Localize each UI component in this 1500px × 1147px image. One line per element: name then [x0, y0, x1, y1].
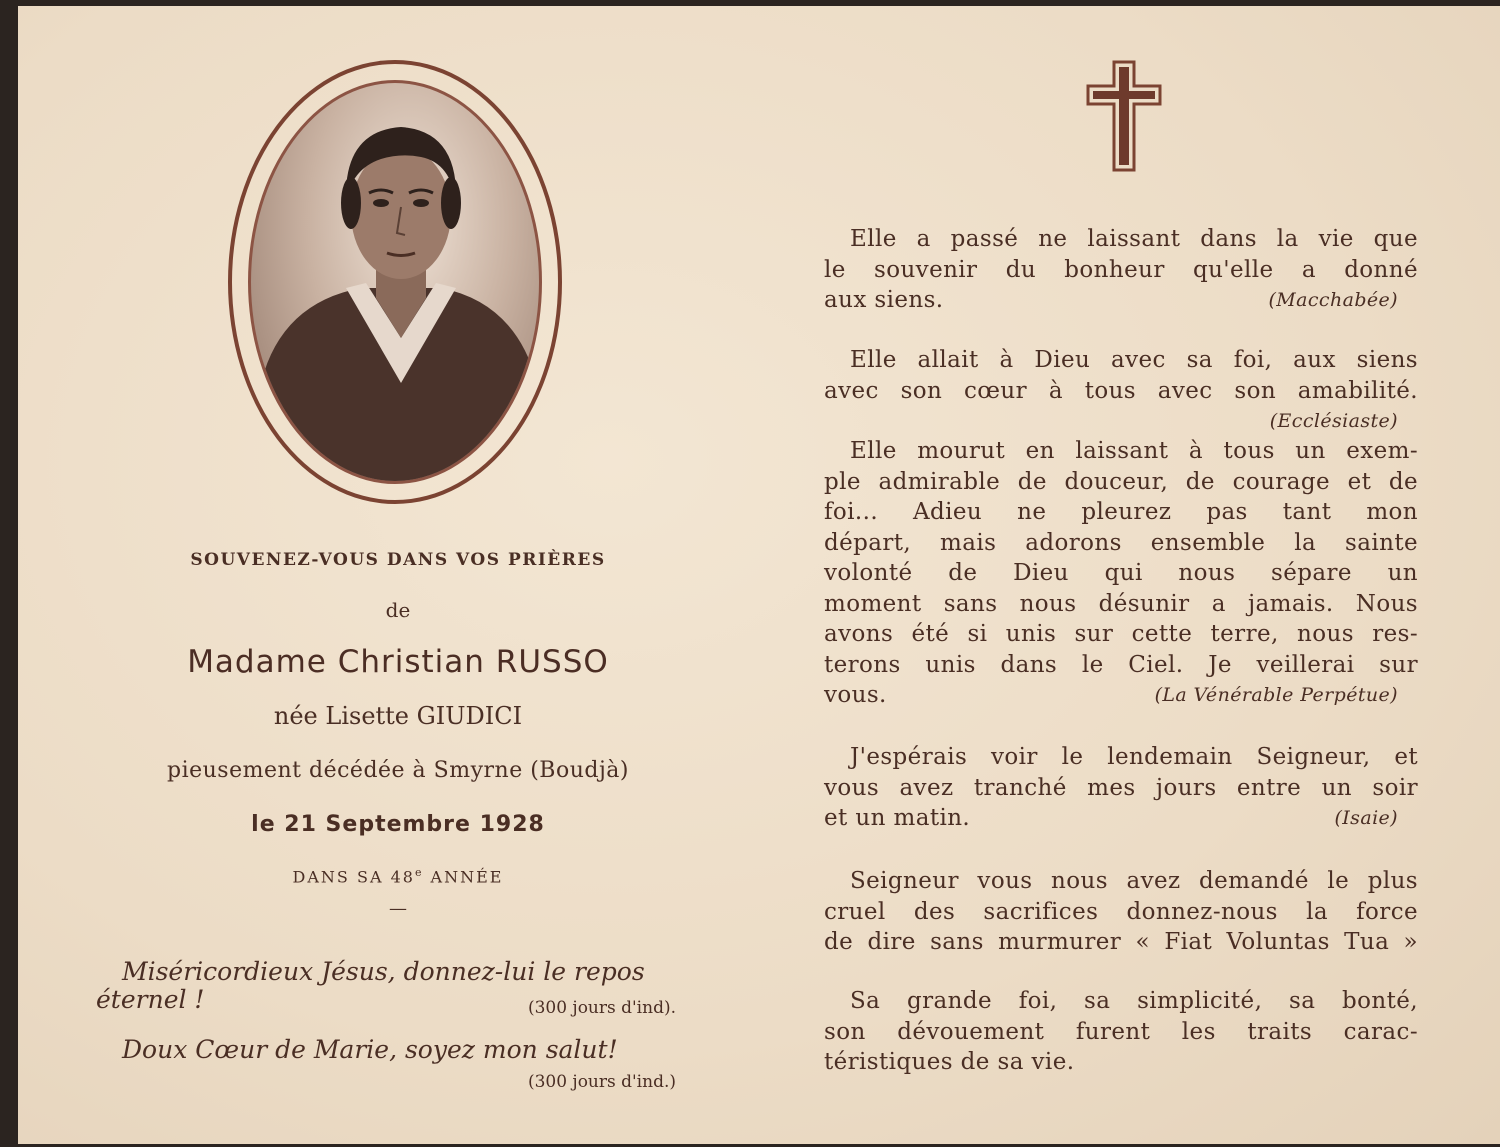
maiden-name: née Lisette GIUDICI: [273, 702, 523, 730]
portrait-frame: [228, 60, 562, 504]
verse-line: départ, mais adorons ensemble la sainte: [824, 529, 1418, 556]
death-date: le 21 Septembre 1928: [251, 812, 545, 837]
age-text: DANS SA 48e ANNÉE: [292, 866, 504, 887]
verse-line: aux siens. (Macchabée): [824, 285, 1418, 316]
de-text: de: [385, 598, 411, 622]
verse-source: (Macchabée): [1268, 289, 1398, 311]
verse-line: Seigneur vous nous avez demandé le plus: [850, 868, 1418, 894]
verse-line: de dire sans murmurer « Fiat Voluntas Tua »: [824, 929, 1418, 955]
cross-icon: [1086, 60, 1162, 172]
verse-line: Elle allait à Dieu avec sa foi, aux siens: [850, 347, 1418, 373]
prayer-1-line-2: éternel !: [96, 985, 205, 1014]
verse-line: et un matin. (Isaie): [824, 803, 1418, 834]
right-panel: [808, 6, 1428, 1144]
verse-line: moment sans nous désunir a jamais. Nous: [824, 590, 1418, 617]
verse-line: cruel des sacrifices donnez-nous la force: [824, 898, 1418, 925]
verse-4: [824, 742, 1418, 834]
verse-line: Elle mourut en laissant à tous un exem-: [850, 438, 1418, 464]
prayer-1: [96, 957, 696, 1018]
verse-line: terons unis dans le Ciel. Je veillerai sur: [824, 651, 1418, 678]
portrait-photo: [248, 80, 542, 484]
verse-source: (Isaie): [1334, 807, 1398, 829]
separator-dash: —: [389, 898, 407, 919]
verse-line: avec son cœur à tous avec son amabilité.: [824, 377, 1418, 404]
verse-line: volonté de Dieu qui nous sépare un: [824, 560, 1418, 586]
verse-line: vous. (La Vénérable Perpétue): [824, 680, 1418, 711]
left-panel: [18, 6, 778, 1144]
prayer-1-indulgence: (300 jours d'ind).: [527, 998, 676, 1018]
verse-6: [824, 986, 1418, 1078]
woman-portrait-image: [251, 83, 542, 484]
verse-source: (La Vénérable Perpétue): [1154, 684, 1398, 706]
prayer-2-indulgence: (300 jours d'ind.): [527, 1072, 676, 1092]
verse-5: [824, 866, 1418, 958]
deceased-name: Madame Christian RUSSO: [187, 644, 609, 680]
verse-line: téristiques de sa vie.: [824, 1049, 1075, 1075]
verse-line: Sa grande foi, sa simplicité, sa bonté,: [850, 988, 1418, 1014]
remembrance-heading: SOUVENEZ-VOUS DANS VOS PRIÈRES: [190, 550, 606, 570]
verse-line: vous avez tranché mes jours entre un soir: [824, 774, 1418, 801]
verse-line: J'espérais voir le lendemain Seigneur, et: [850, 744, 1418, 770]
verse-3: [824, 436, 1418, 711]
prayer-1-line-1: Miséricordieux Jésus, donnez-lui le repos: [122, 957, 645, 986]
verse-line: avons été si unis sur cette terre, nous res-: [824, 621, 1418, 647]
verse-line: foi... Adieu ne pleurez pas tant mon: [824, 499, 1418, 525]
memorial-card: [18, 6, 1500, 1144]
prayer-2: [96, 1035, 696, 1092]
death-place: pieusement décédée à Smyrne (Boudjà): [167, 758, 629, 783]
verse-line: ple admirable de douceur, de courage et de: [824, 468, 1418, 495]
verse-1: [824, 224, 1418, 316]
verse-line: son dévouement furent les traits carac-: [824, 1018, 1418, 1045]
verse-line: Elle a passé ne laissant dans la vie que: [850, 226, 1418, 252]
verse-source: (Ecclésiaste): [1269, 410, 1398, 432]
prayer-2-line-1: Doux Cœur de Marie, soyez mon salut!: [122, 1035, 618, 1064]
verse-line: le souvenir du bonheur qu'elle a donné: [824, 256, 1418, 283]
verse-2: [824, 345, 1418, 437]
